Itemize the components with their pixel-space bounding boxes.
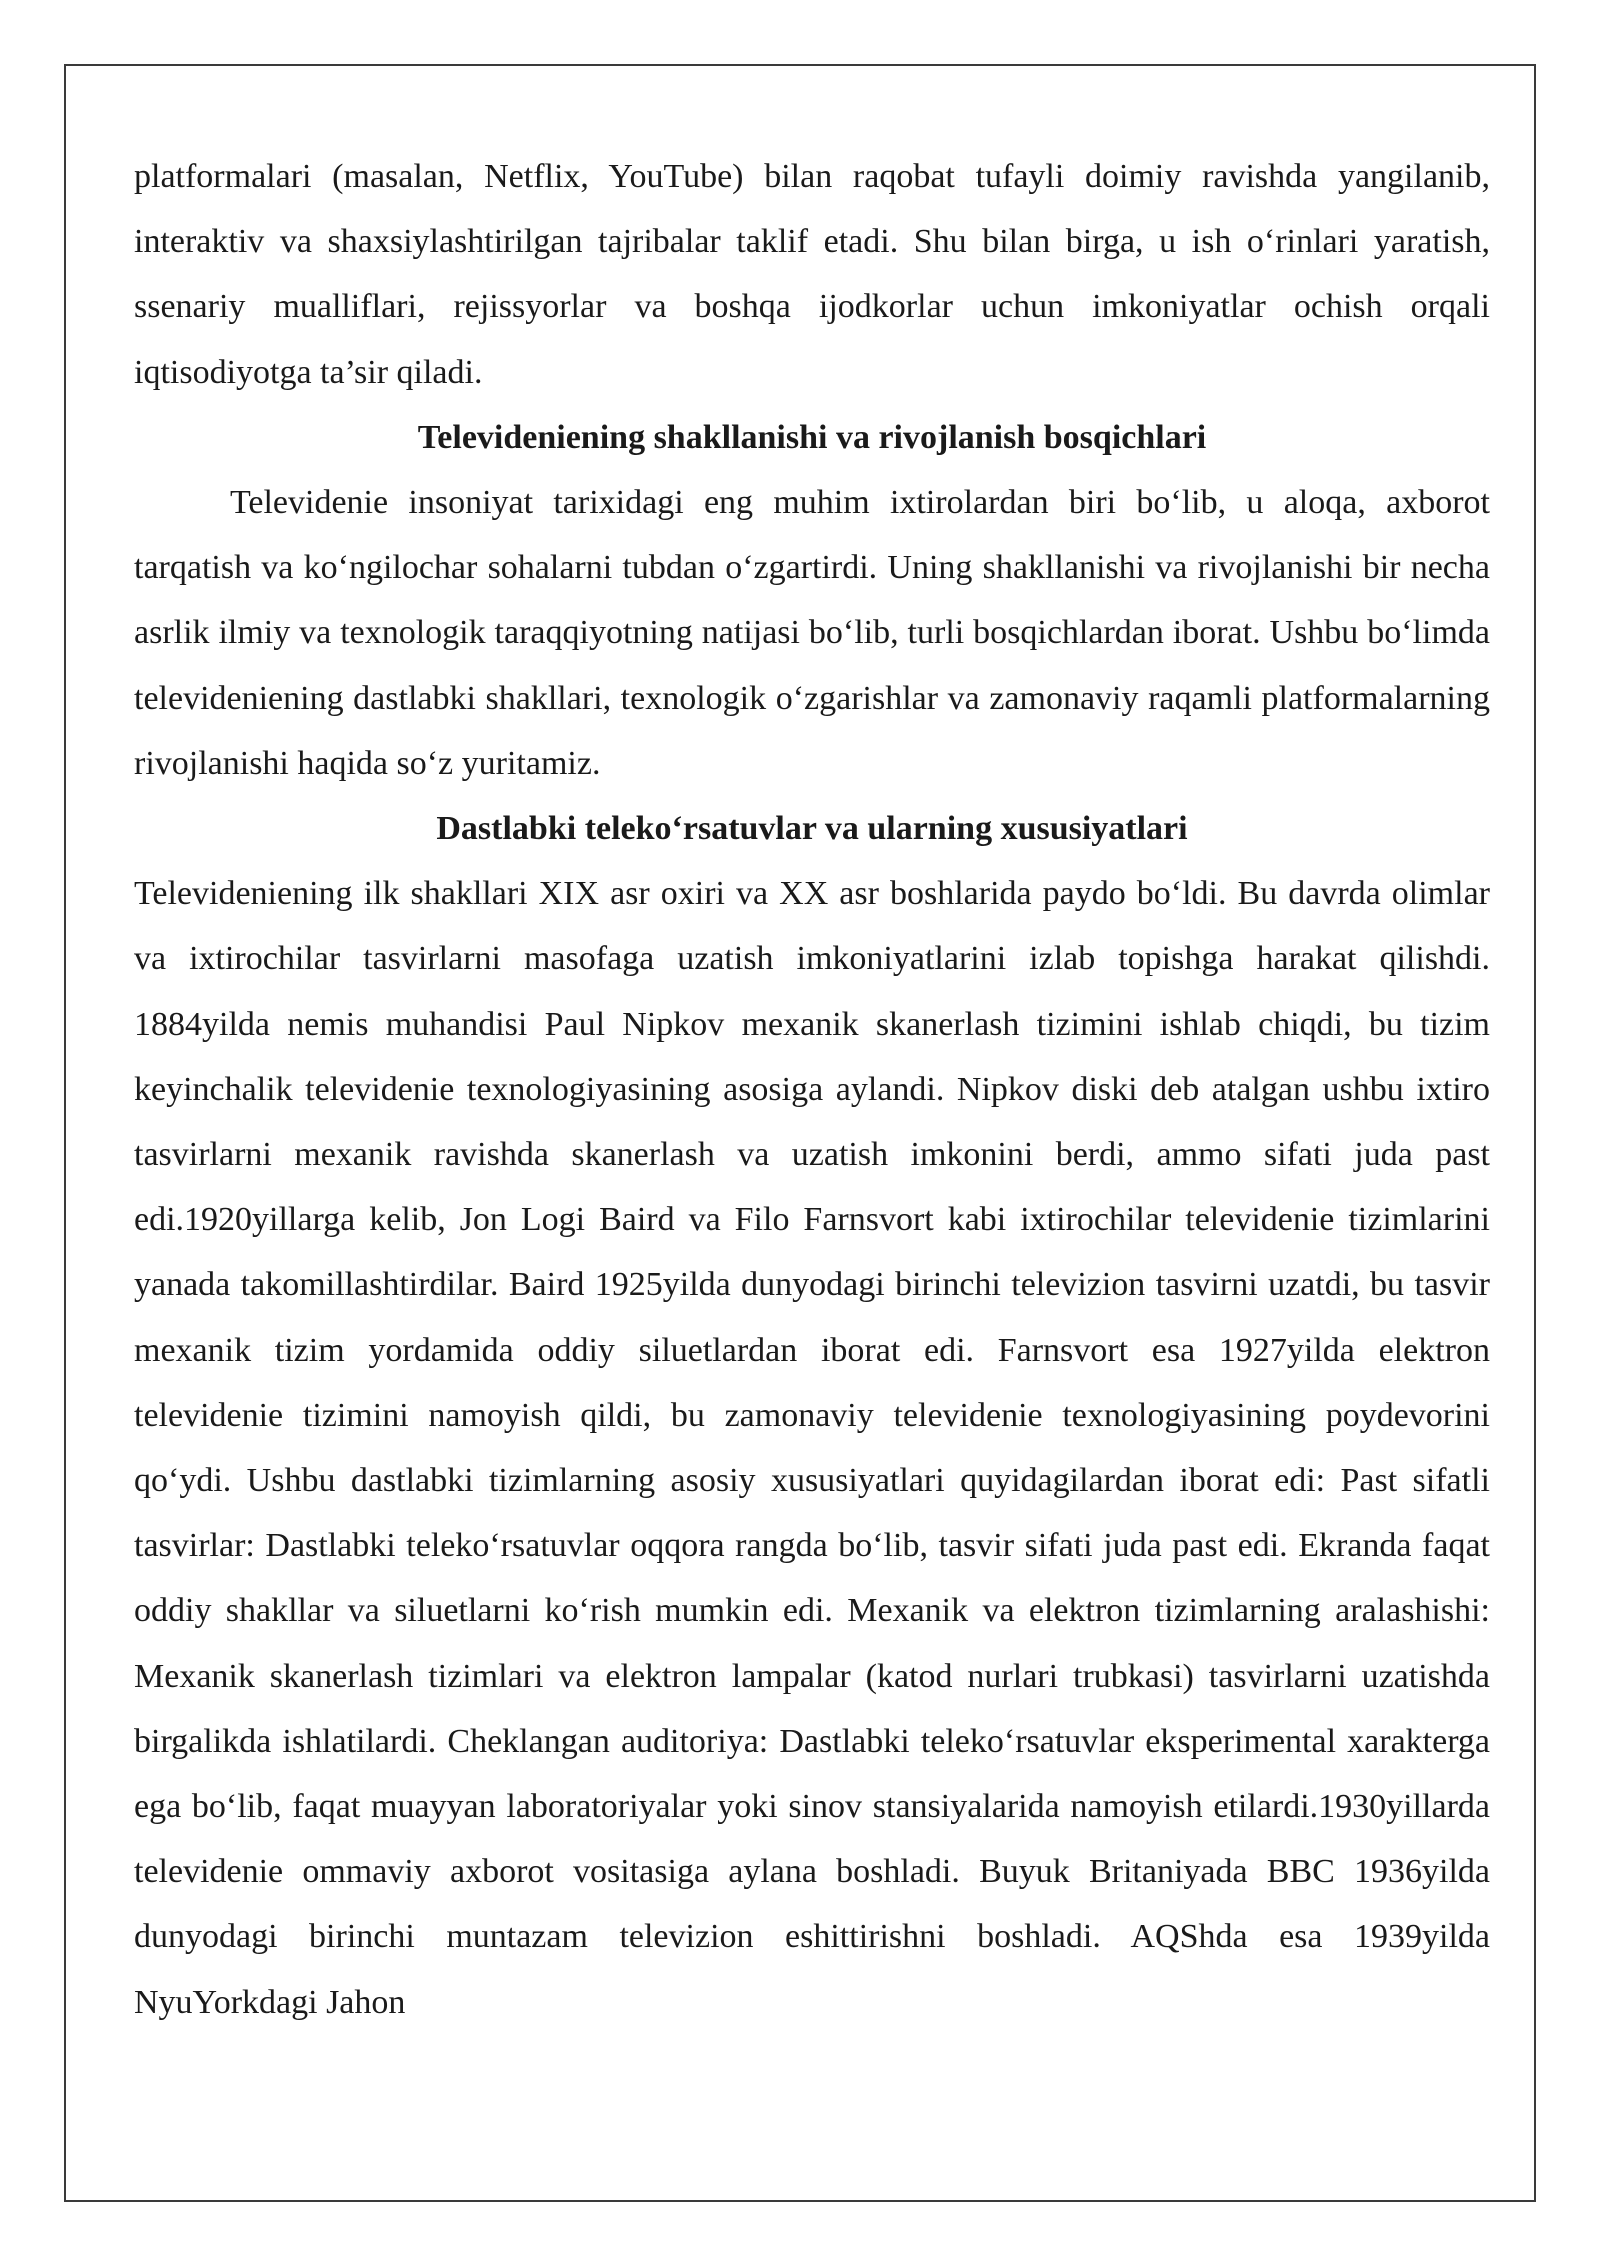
section-heading-formation: Televideniening shakllanishi va rivojlanish bosqichlari bbox=[417, 418, 1207, 456]
document-body bbox=[134, 144, 1490, 2035]
section-heading-early-broadcasts: Dastlabki telekoʻrsatuvlar va ularning xususiyatlari bbox=[436, 810, 1188, 848]
paragraph-early-history: Televideniening ilk shakllari XIX asr oxiri va XX asr boshlarida paydo boʻldi. Bu davrda olimlar va ixtirochilar tasvirlarni masofaga uzatish imkoniyatlarini izlab topishga harakat qilishdi. 1884yilda nemis muhandisi Paul Nipkov mexanik skanerlash tizimini ishlab chiqdi, bu tizim keyinchalik televidenie texnologiyasining asosiga aylandi. Nipkov diski deb atalgan ushbu ixtiro tasvirlarni mexanik ravishda skanerlash va uzatish imkonini berdi, ammo sifati juda past edi.1920yillarga kelib, Jon Logi Baird va Filo Farnsvort kabi ixtirochilar televidenie tizimlarini yanada takomillashtirdilar. Baird 1925yilda dunyodagi birinchi televizion tasvirni uzatdi, bu tasvir mexanik tizim yordamida oddiy siluetlardan iborat edi. Farnsvort esa 1927yilda elektron televidenie tizimini namoyish qildi, bu zamonaviy televidenie texnologiyasining poydevorini qoʻydi. Ushbu dastlabki tizimlarning asosiy xususiyatlari quyidagilardan iborat edi: Past sifatli tasvirlar: Dastlabki telekoʻrsatuvlar oqqora rangda boʻlib, tasvir sifati juda past edi. Ekranda faqat oddiy shakllar va siluetlarni koʻrish mumkin edi. Mexanik va elektron tizimlarning aralashishi: Mexanik skanerlash tizimlari va elektron lampalar (katod nurlari trubkasi) tasvirlarni uzatishda birgalikda ishlatilardi. Cheklangan auditoriya: Dastlabki telekoʻrsatuvlar eksperimental xarakterga ega boʻlib, faqat muayyan laboratoriyalar yoki sinov stansiyalarida namoyish etilardi.1930yillarda televidenie ommaviy axborot vositasiga aylana boshladi. Buyuk Britaniyada BBC 1936yilda dunyodagi birinchi muntazam televizion eshittirishni boshladi. AQShda esa 1939yilda NyuYorkdagi Jahon bbox=[134, 875, 1490, 2021]
paragraph-intro-continuation: platformalari (masalan, Netflix, YouTube) bilan raqobat tufayli doimiy ravishda yangilanib, interaktiv va shaxsiylashtirilgan tajribalar taklif etadi. Shu bilan birga, u ish oʻrinlari yaratish, ssenariy mualliflari, rejissyorlar va boshqa ijodkorlar uchun imkoniyatlar ochish orqali iqtisodiyotga ta’sir qiladi. bbox=[134, 158, 1490, 391]
paragraph-television-overview: Televidenie insoniyat tarixidagi eng muhim ixtirolardan biri boʻlib, u aloqa, axborot tarqatish va koʻngilochar sohalarni tubdan oʻzgartirdi. Uning shakllanishi va rivojlanishi bir necha asrlik ilmiy va texnologik taraqqiyotning natijasi boʻlib, turli bosqichlardan iborat. Ushbu boʻlimda televideniening dastlabki shakllari, texnologik oʻzgarishlar va zamonaviy raqamli platformalarning rivojlanishi haqida soʻz yuritamiz. bbox=[134, 484, 1490, 782]
